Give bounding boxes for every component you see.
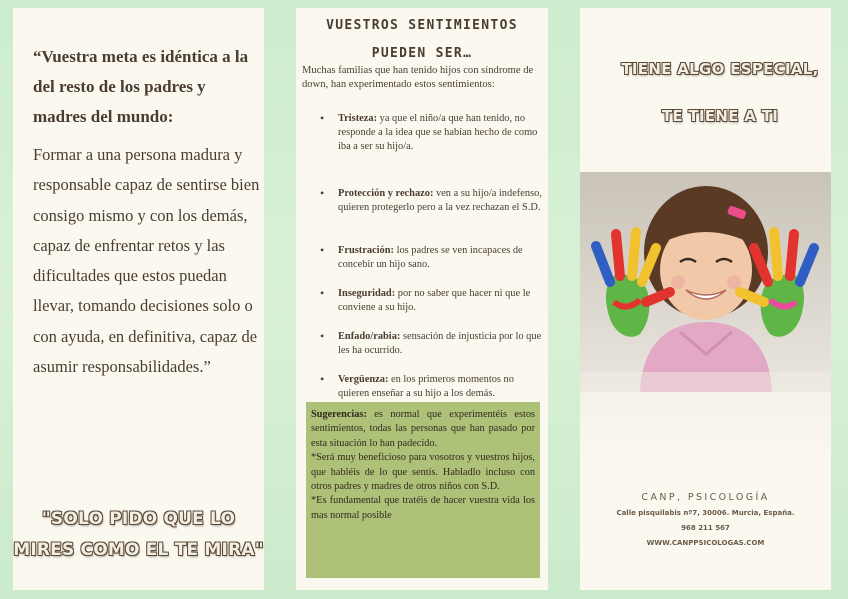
feeling-description: ya que el niño/a que han tenido, no responde a la idea que se habían hecho de como iba a ser su hijo/a.	[338, 113, 538, 152]
address: Calle pisquilabis nº7, 30006. Murcia, España.	[616, 509, 795, 517]
right-panel	[580, 8, 831, 590]
website-link[interactable]: WWW.CANPPSICOLOGAS.COM	[646, 539, 765, 547]
feeling-description: en los primeros momentos no quieren enseñar a su hijo a los demás.	[338, 374, 514, 399]
left-panel	[13, 8, 264, 590]
suggestions-box	[306, 402, 540, 578]
bullet-icon: •	[320, 372, 325, 386]
feeling-text	[338, 287, 544, 315]
suggestion-text: es normal que experimentéis estos sentimientos, todas las personas que han pasado por esta situación lo han padecido.	[311, 409, 535, 449]
bullet-icon: •	[320, 111, 325, 125]
feelings-title: VUESTROS SENTIMIENTOS PUEDEN SER…	[326, 18, 518, 61]
middle-panel	[296, 8, 548, 590]
feeling-description: sensación de injusticia por lo que les ha ocurrido.	[338, 331, 542, 356]
slogan: "SOLO PIDO QUE LO MIRES COMO EL TE MIRA"	[13, 509, 264, 560]
feeling-term: Protección y rechazo:	[338, 188, 434, 199]
feeling-text	[338, 373, 544, 401]
feelings-intro: Muchas familias que han tenido hijos con síndrome de down, han experimentado estos sentimientos:	[302, 65, 534, 90]
feeling-text	[338, 187, 544, 215]
phone: 968 211 567	[681, 524, 730, 532]
suggestion-paragraph: *Es fundamental que tratéis de hacer vuestra vida los mas normal posible	[311, 495, 535, 521]
suggestion-paragraph: *Será muy beneficioso para vosotros y vuestros hijos, que habléis de lo que sentís. Habladlo incluso con otros padres y madres de otros niños con S.D.	[311, 452, 535, 493]
feeling-text	[338, 244, 544, 272]
cover-title	[602, 46, 838, 140]
feeling-term: Tristeza:	[338, 113, 378, 124]
feeling-term: Enfado/rabia:	[338, 331, 401, 342]
reflection-fade	[580, 392, 831, 472]
suggestions-term: Sugerencias:	[311, 409, 367, 420]
bullet-icon: •	[320, 286, 325, 300]
bullet-icon: •	[320, 329, 325, 343]
feeling-term: Frustración:	[338, 245, 394, 256]
cover-title-line: TE TIENE A TI	[661, 107, 779, 125]
quote-title: “Vuestra meta es idéntica a la del resto de los padres y madres del mundo:	[33, 47, 249, 126]
feeling-text	[338, 112, 544, 153]
feeling-term: Vergüenza:	[338, 374, 389, 385]
quote-body: Formar a una persona madura y responsable capaz de sentirse bien consigo mismo y con los demás, capaz de enfrentar retos y las dificultades que estos puedan llevar, tomando decisiones solo o con ayuda, en definitiva, capaz de asumir responsabilidades.”	[33, 145, 260, 377]
child-photo	[580, 172, 831, 392]
bullet-icon: •	[320, 186, 325, 200]
feeling-description: ven a su hijo/a indefenso, quieren protegerlo pero a la vez rechazan el S.D.	[338, 188, 542, 213]
feeling-description: por no saber que hacer ni que le conviene a su hijo.	[338, 288, 531, 313]
suggestion-paragraph	[311, 408, 535, 451]
feeling-description: los padres se ven incapaces de concebir un hijo sano.	[338, 245, 523, 270]
company-name: CANP, PSICOLOGÍA	[641, 492, 770, 503]
feeling-text	[338, 330, 544, 358]
contact-info	[580, 490, 831, 551]
cover-title-line: TIENE ALGO ESPECIAL,	[621, 60, 819, 78]
bullet-icon: •	[320, 243, 325, 257]
feeling-term: Inseguridad:	[338, 288, 396, 299]
